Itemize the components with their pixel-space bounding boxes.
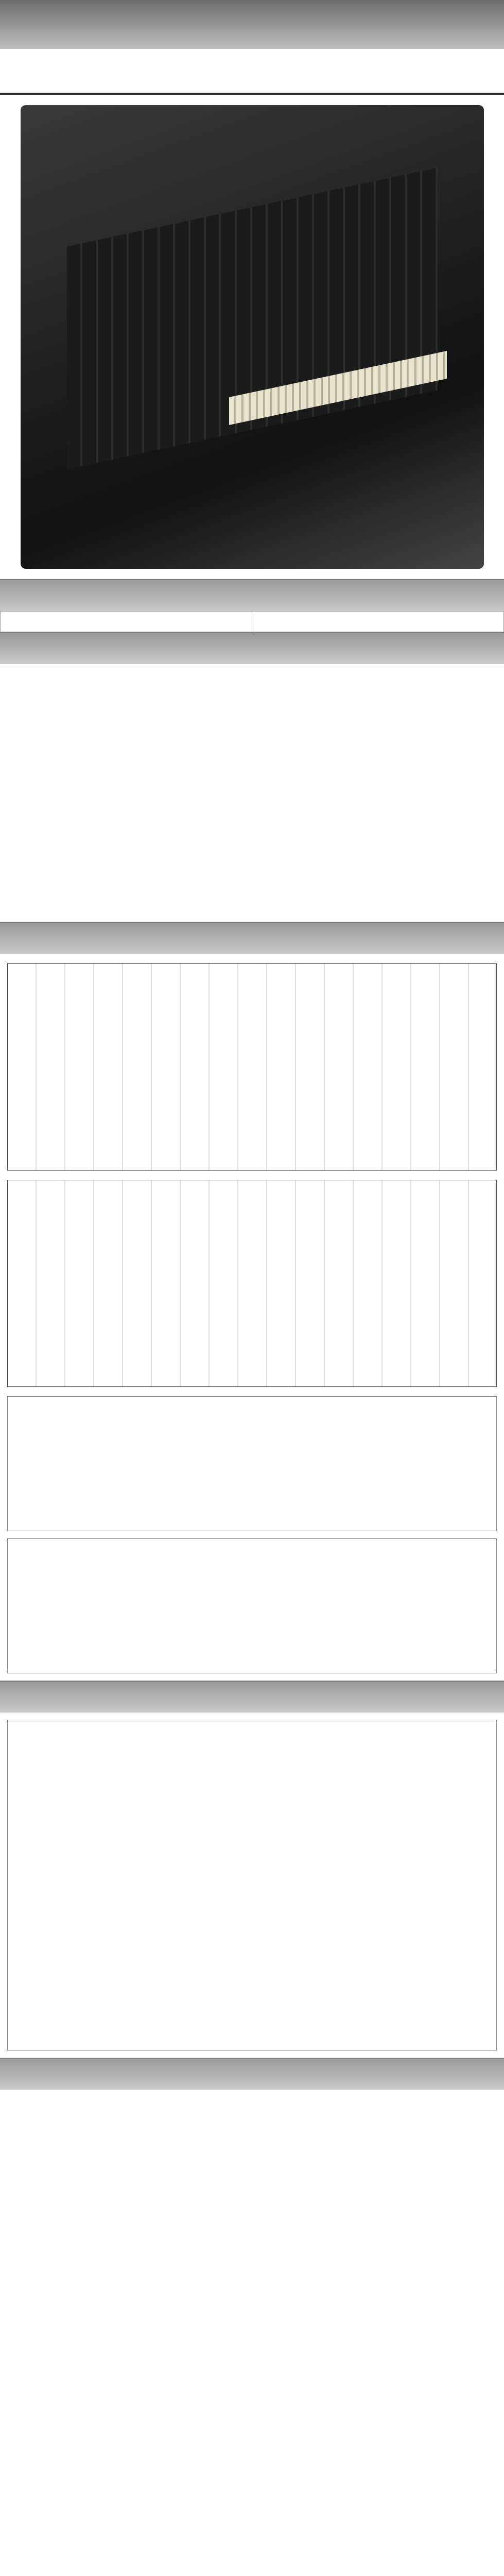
schematic-n <box>7 963 497 1171</box>
section-features <box>0 632 504 664</box>
section-params <box>0 579 504 611</box>
spec-header-value <box>252 612 504 632</box>
model-line <box>0 49 504 95</box>
section-dimensions <box>0 1681 504 1713</box>
spec-header-row <box>1 612 504 632</box>
title-banner <box>0 0 504 49</box>
schematic-p <box>7 1180 497 1387</box>
dimension-drawing <box>7 1720 497 2050</box>
product-photo <box>21 105 484 569</box>
section-schematic <box>0 922 504 954</box>
feature-list <box>0 664 504 922</box>
terminal-pane <box>7 1538 497 1673</box>
spec-table <box>0 611 504 632</box>
wire-spec-pane <box>7 1396 497 1531</box>
spec-header-item <box>1 612 252 632</box>
section-usage <box>0 2058 504 2090</box>
relay-rail <box>67 167 438 469</box>
